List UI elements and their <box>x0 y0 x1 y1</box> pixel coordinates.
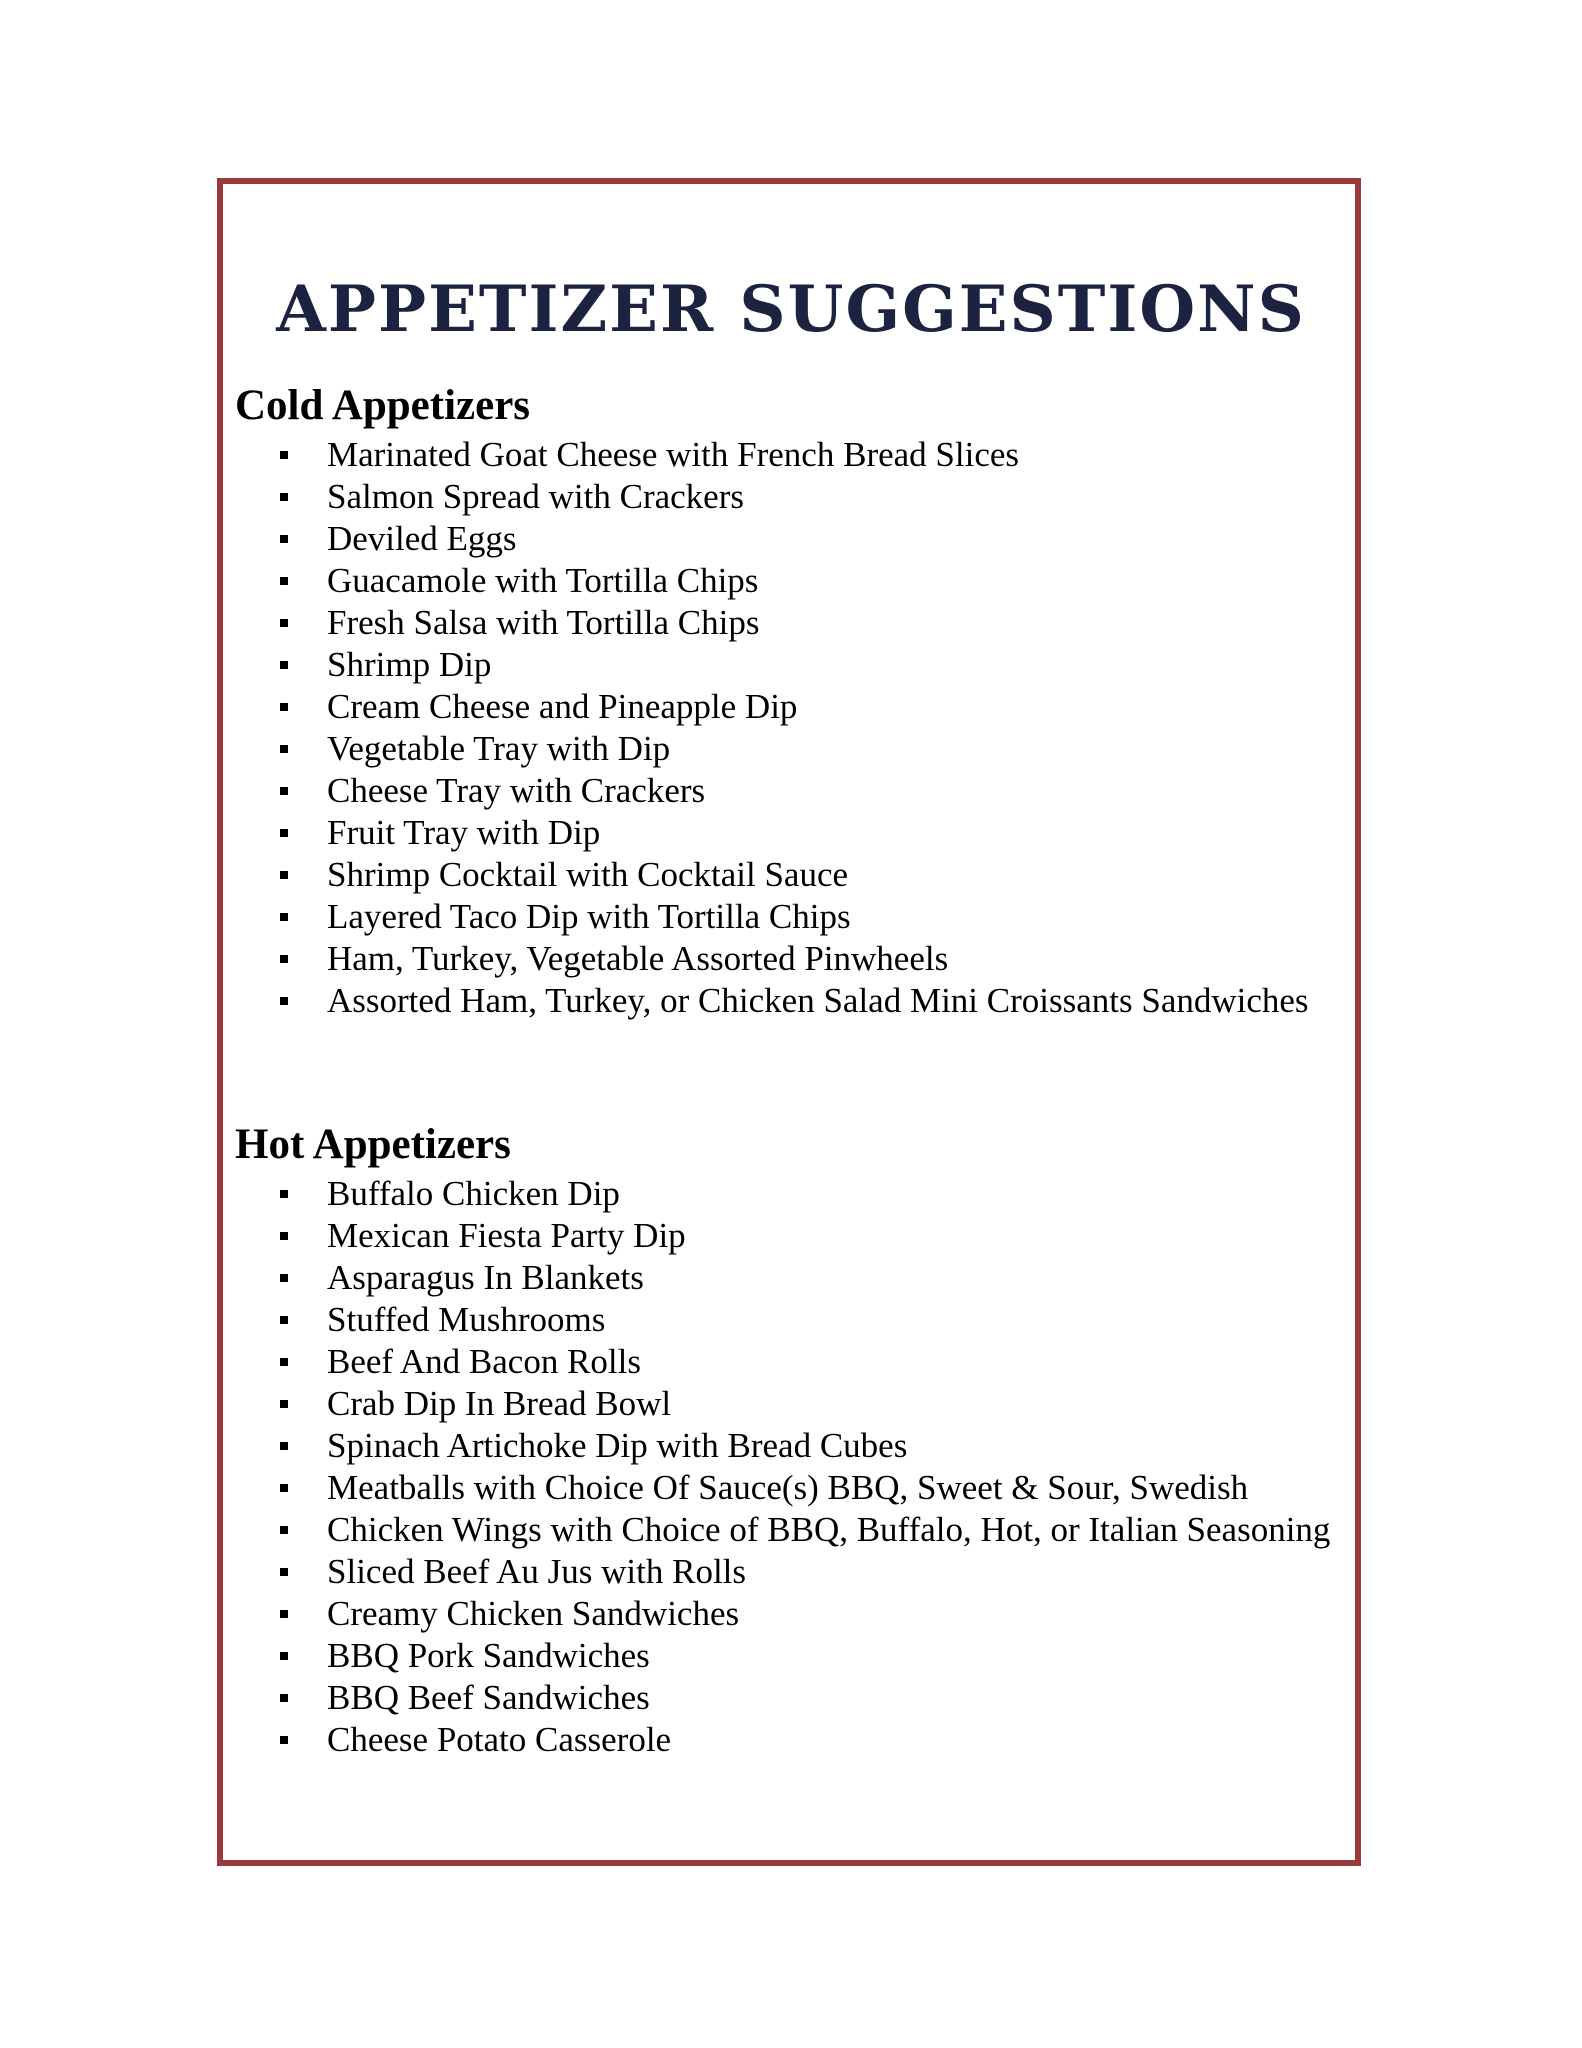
cold-appetizers-list <box>235 434 1345 1022</box>
square-bullet-icon <box>280 1526 288 1534</box>
square-bullet-icon <box>280 913 288 921</box>
square-bullet-icon <box>280 1652 288 1660</box>
square-bullet-icon <box>280 1568 288 1576</box>
list-item <box>235 1467 1345 1509</box>
list-item <box>235 1299 1345 1341</box>
list-item-label: Stuffed Mushrooms <box>327 1300 606 1339</box>
square-bullet-icon <box>280 1358 288 1366</box>
list-item-label: Marinated Goat Cheese with French Bread Slices <box>327 435 1020 474</box>
page-title: APPETIZER SUGGESTIONS <box>276 271 1306 347</box>
square-bullet-icon <box>280 955 288 963</box>
list-item <box>235 812 1345 854</box>
square-bullet-icon <box>280 871 288 879</box>
list-item <box>235 770 1345 812</box>
list-item <box>235 896 1345 938</box>
square-bullet-icon <box>280 1316 288 1324</box>
list-item <box>235 518 1345 560</box>
list-item-label: Beef And Bacon Rolls <box>327 1342 641 1381</box>
square-bullet-icon <box>280 1694 288 1702</box>
list-item <box>235 1719 1345 1761</box>
list-item-label: BBQ Beef Sandwiches <box>327 1678 650 1717</box>
square-bullet-icon <box>280 451 288 459</box>
list-item <box>235 1677 1345 1719</box>
cold-appetizers-section <box>235 382 1345 1022</box>
square-bullet-icon <box>280 829 288 837</box>
square-bullet-icon <box>280 1232 288 1240</box>
list-item-label: Asparagus In Blankets <box>327 1258 644 1297</box>
list-item <box>235 602 1345 644</box>
list-item-label: Fresh Salsa with Tortilla Chips <box>327 603 760 642</box>
list-item-label: Cream Cheese and Pineapple Dip <box>327 687 798 726</box>
square-bullet-icon <box>280 1400 288 1408</box>
list-item <box>235 1383 1345 1425</box>
list-item-label: Ham, Turkey, Vegetable Assorted Pinwheels <box>327 939 949 978</box>
hot-appetizers-list <box>235 1173 1345 1761</box>
list-item-label: Cheese Potato Casserole <box>327 1720 672 1759</box>
list-item <box>235 476 1345 518</box>
list-item-label: Cheese Tray with Crackers <box>327 771 706 810</box>
list-item-label: Shrimp Cocktail with Cocktail Sauce <box>327 855 849 894</box>
square-bullet-icon <box>280 1274 288 1282</box>
list-item <box>235 980 1345 1022</box>
list-item <box>235 728 1345 770</box>
square-bullet-icon <box>280 997 288 1005</box>
square-bullet-icon <box>280 787 288 795</box>
list-item-label: Crab Dip In Bread Bowl <box>327 1384 672 1423</box>
square-bullet-icon <box>280 577 288 585</box>
list-item <box>235 1257 1345 1299</box>
list-item-label: Shrimp Dip <box>327 645 492 684</box>
square-bullet-icon <box>280 1190 288 1198</box>
square-bullet-icon <box>280 1484 288 1492</box>
list-item-label: Sliced Beef Au Jus with Rolls <box>327 1552 747 1591</box>
list-item <box>235 1341 1345 1383</box>
list-item-label: Buffalo Chicken Dip <box>327 1174 620 1213</box>
list-item <box>235 1551 1345 1593</box>
square-bullet-icon <box>280 1610 288 1618</box>
list-item-label: Vegetable Tray with Dip <box>327 729 671 768</box>
list-item-label: Mexican Fiesta Party Dip <box>327 1216 686 1255</box>
square-bullet-icon <box>280 1442 288 1450</box>
list-item <box>235 1425 1345 1467</box>
list-item <box>235 560 1345 602</box>
square-bullet-icon <box>280 703 288 711</box>
list-item-label: Chicken Wings with Choice of BBQ, Buffalo, Hot, or Italian Seasoning <box>327 1510 1331 1549</box>
hot-appetizers-section <box>235 1121 1345 1761</box>
list-item-label: Creamy Chicken Sandwiches <box>327 1594 740 1633</box>
square-bullet-icon <box>280 1736 288 1744</box>
list-item <box>235 1509 1345 1551</box>
list-item-label: Fruit Tray with Dip <box>327 813 601 852</box>
list-item-label: Spinach Artichoke Dip with Bread Cubes <box>327 1426 908 1465</box>
list-item <box>235 686 1345 728</box>
list-item <box>235 644 1345 686</box>
square-bullet-icon <box>280 619 288 627</box>
list-item <box>235 434 1345 476</box>
square-bullet-icon <box>280 493 288 501</box>
square-bullet-icon <box>280 745 288 753</box>
list-item <box>235 1173 1345 1215</box>
list-item-label: Deviled Eggs <box>327 519 517 558</box>
square-bullet-icon <box>280 535 288 543</box>
section-heading: Cold Appetizers <box>235 382 531 429</box>
list-item-label: Meatballs with Choice Of Sauce(s) BBQ, Sweet & Sour, Swedish <box>327 1468 1249 1507</box>
list-item <box>235 1593 1345 1635</box>
list-item <box>235 938 1345 980</box>
list-item <box>235 1215 1345 1257</box>
list-item-label: BBQ Pork Sandwiches <box>327 1636 650 1675</box>
list-item <box>235 854 1345 896</box>
list-item-label: Layered Taco Dip with Tortilla Chips <box>327 897 851 936</box>
square-bullet-icon <box>280 661 288 669</box>
section-heading: Hot Appetizers <box>235 1121 511 1168</box>
list-item-label: Salmon Spread with Crackers <box>327 477 744 516</box>
list-item-label: Guacamole with Tortilla Chips <box>327 561 759 600</box>
list-item <box>235 1635 1345 1677</box>
list-item-label: Assorted Ham, Turkey, or Chicken Salad Mini Croissants Sandwiches <box>327 981 1309 1020</box>
